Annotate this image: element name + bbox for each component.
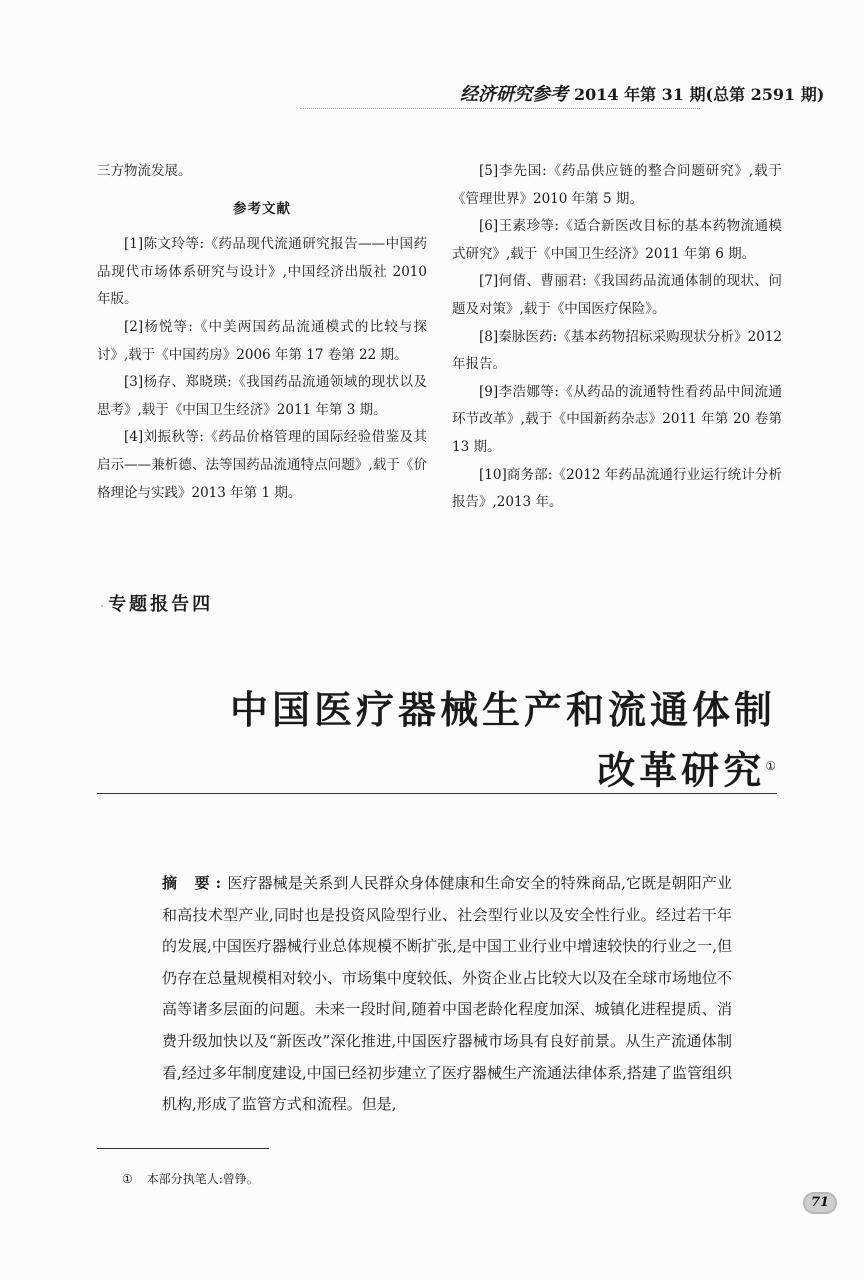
abstract — [162, 868, 732, 1121]
reference-item: [3]杨存、郑晓瑛:《我国药品流通领域的现状以及思考》,载于《中国卫生经济》2011 年第 3 期。 — [97, 374, 427, 418]
abstract-label: 摘 要: — [162, 874, 228, 892]
reference-item: [9]李浩娜等:《从药品的流通特性看药品中间流通环节改革》,载于《中国新药杂志》2011 年第 20 卷第 13 期。 — [452, 383, 782, 455]
footnote-marker: ① — [122, 1172, 133, 1186]
reference-item: [10]商务部:《2012 年药品流通行业运行统计分析报告》,2013 年。 — [452, 466, 782, 511]
footnote — [122, 1170, 259, 1187]
reference-item: [2]杨悦等:《中美两国药品流通模式的比较与探讨》,载于《中国药房》2006 年第 17 卷第 22 期。 — [97, 318, 427, 363]
abstract-text: 医疗器械是关系到人民群众身体健康和生命安全的特殊商品,它既是朝阳产业和高技术型产业,同时也是投资风险型行业、社会型行业以及安全性行业。经过若干年的发展,中国医疗器械行业总体规模不断扩张,是中国工业行业中增速较快的行业之一,但仍存在总量规模相对较小、市场集中度较低、外资企业占比较大以及在全球市场地位不高等诸多层面的问题。未来一段时间,随着中国老龄化程度加深、城镇化进程提质、消费升级加快以及“新医改”深化推进,中国医疗器械市场具有良好前景。从生产流通体制看,经过多年制度建设,中国已经初步建立了医疗器械生产流通法律体系,搭建了监管组织机构,形成了监管方式和流程。但是, — [162, 874, 733, 1114]
reference-item: [6]王素珍等:《适合新医改目标的基本药物流通模式研究》,载于《中国卫生经济》2011 年第 6 期。 — [452, 218, 782, 262]
page-number: 71 — [803, 1192, 837, 1214]
reference-item: [7]何倩、曹丽君:《我国药品流通体制的现状、问题及对策》,载于《中国医疗保险》。 — [452, 273, 782, 317]
header-rule — [300, 108, 700, 109]
title-line-1: 中国医疗器械生产和流通体制 — [229, 688, 776, 732]
references-title: 参考文献 — [233, 200, 291, 217]
journal-name: 经济研究参考 — [460, 84, 568, 105]
reference-item: [1]陈文玲等:《药品现代流通研究报告——中国药品现代市场体系研究与设计》,中国经济出版社 2010 年版。 — [97, 236, 427, 308]
title-line-2: 改革研究 — [597, 748, 766, 793]
article-title — [230, 682, 776, 799]
footnote-rule — [97, 1148, 269, 1149]
title-rule — [97, 793, 777, 794]
section-label — [100, 590, 213, 616]
continuation-text: 三方物流发展。 — [97, 163, 192, 179]
footnote-text: 本部分执笔人:曾铮。 — [146, 1172, 259, 1186]
issue-info: 2014 年第 31 期(总第 2591 期) — [574, 85, 825, 104]
section-marker-icon: · — [100, 599, 105, 613]
running-header — [460, 80, 825, 106]
reference-item: [5]李先国:《药品供应链的整合问题研究》,载于《管理世界》2010 年第 5 期。 — [452, 163, 782, 207]
title-footnote-marker[interactable]: ① — [765, 759, 776, 773]
left-column — [97, 158, 427, 507]
section-label-text: 专题报告四 — [108, 594, 214, 615]
reference-item: [8]秦脉医药:《基本药物招标采购现状分析》2012 年报告。 — [452, 328, 782, 373]
reference-item: [4]刘振秋等:《药品价格管理的国际经验借鉴及其启示——兼析德、法等国药品流通特点问题》,载于《价格理论与实践》2013 年第 1 期。 — [97, 429, 427, 501]
right-column — [452, 158, 782, 517]
